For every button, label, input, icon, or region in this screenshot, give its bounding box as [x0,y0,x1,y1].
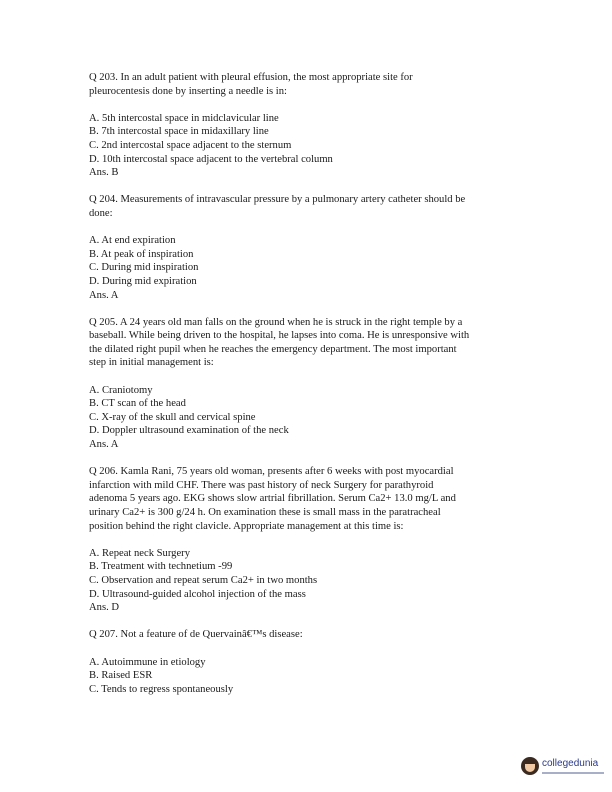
option-d: D. 10th intercostal space adjacent to the vertebral column [89,153,333,165]
option-b: B. 7th intercostal space in midaxillary line [89,126,269,138]
question-206 [89,465,529,615]
logo-name: collegedunia [542,758,599,769]
option-a: A. Craniotomy [89,384,153,396]
question-line: baseball. While being driven to the hospital, he lapses into coma. He is unresponsive with [89,330,470,342]
question-text [89,193,529,220]
option-b: B. At peak of inspiration [89,248,194,260]
option-c: C. During mid inspiration [89,262,199,274]
option-b: B. Raised ESR [89,670,153,682]
option-b: B. Treatment with technetium -99 [89,561,233,573]
question-line: Q 204. Measurements of intravascular pressure by a pulmonary artery catheter should be [89,194,466,206]
question-text [89,71,529,98]
option-d: D. Ultrasound-guided alcohol injection of the mass [89,588,306,600]
option-c: C. Observation and repeat serum Ca2+ in two months [89,574,318,586]
option-c: C. 2nd intercostal space adjacent to the sternum [89,139,292,151]
question-line: Q 205. A 24 years old man falls on the ground when he is struck in the right temple by a [89,316,463,328]
option-a: A. 5th intercostal space in midclavicular line [89,112,279,124]
options-list [89,112,529,180]
option-a: A. Repeat neck Surgery [89,547,191,559]
answer: Ans. B [89,167,119,179]
question-203 [89,71,529,180]
question-line: pleurocentesis done by inserting a needle is in: [89,85,287,97]
options-list [89,234,529,302]
option-a: A. Autoimmune in etiology [89,656,206,668]
option-d: D. During mid expiration [89,275,197,287]
mascot-icon [521,757,539,775]
question-line: adenoma 5 years ago. EKG shows slow artrial fibrillation. Serum Ca2+ 13.0 mg/L and [89,493,456,505]
options-list [89,656,529,697]
answer: Ans. A [89,289,119,301]
question-207 [89,628,529,696]
options-list [89,547,529,615]
options-list [89,384,529,452]
answer: Ans. A [89,439,119,451]
question-line: the dilated right pupil when he reaches the emergency department. The most important [89,343,457,355]
logo-tagline-bar [542,772,604,774]
question-line: urinary Ca2+ is 300 g/24 h. On examination these is small mass in the paratracheal [89,507,441,518]
option-c: C. X-ray of the skull and cervical spine [89,411,256,423]
question-text [89,628,529,642]
answer: Ans. D [89,602,120,614]
document-body [89,71,529,710]
question-text [89,465,529,533]
question-line: done: [89,207,113,219]
question-line: position behind the right clavicle. Appropriate management at this time is: [89,520,404,532]
question-line: Q 206. Kamla Rani, 75 years old woman, presents after 6 weeks with post myocardial [89,466,454,478]
question-205 [89,316,529,452]
question-line: Q 207. Not a feature of de Quervainâ€™s disease: [89,629,303,641]
question-204 [89,193,529,302]
option-b: B. CT scan of the head [89,398,186,410]
question-text [89,316,529,370]
option-c: C. Tends to regress spontaneously [89,683,234,695]
option-d: D. Doppler ultrasound examination of the neck [89,425,289,437]
question-line: step in initial management is: [89,357,214,369]
question-line: Q 203. In an adult patient with pleural effusion, the most appropriate site for [89,72,413,83]
collegedunia-logo [521,757,607,785]
option-a: A. At end expiration [89,235,176,247]
question-line: infarction with mild CHF. There was past history of neck Surgery for parathyroid [89,479,434,491]
